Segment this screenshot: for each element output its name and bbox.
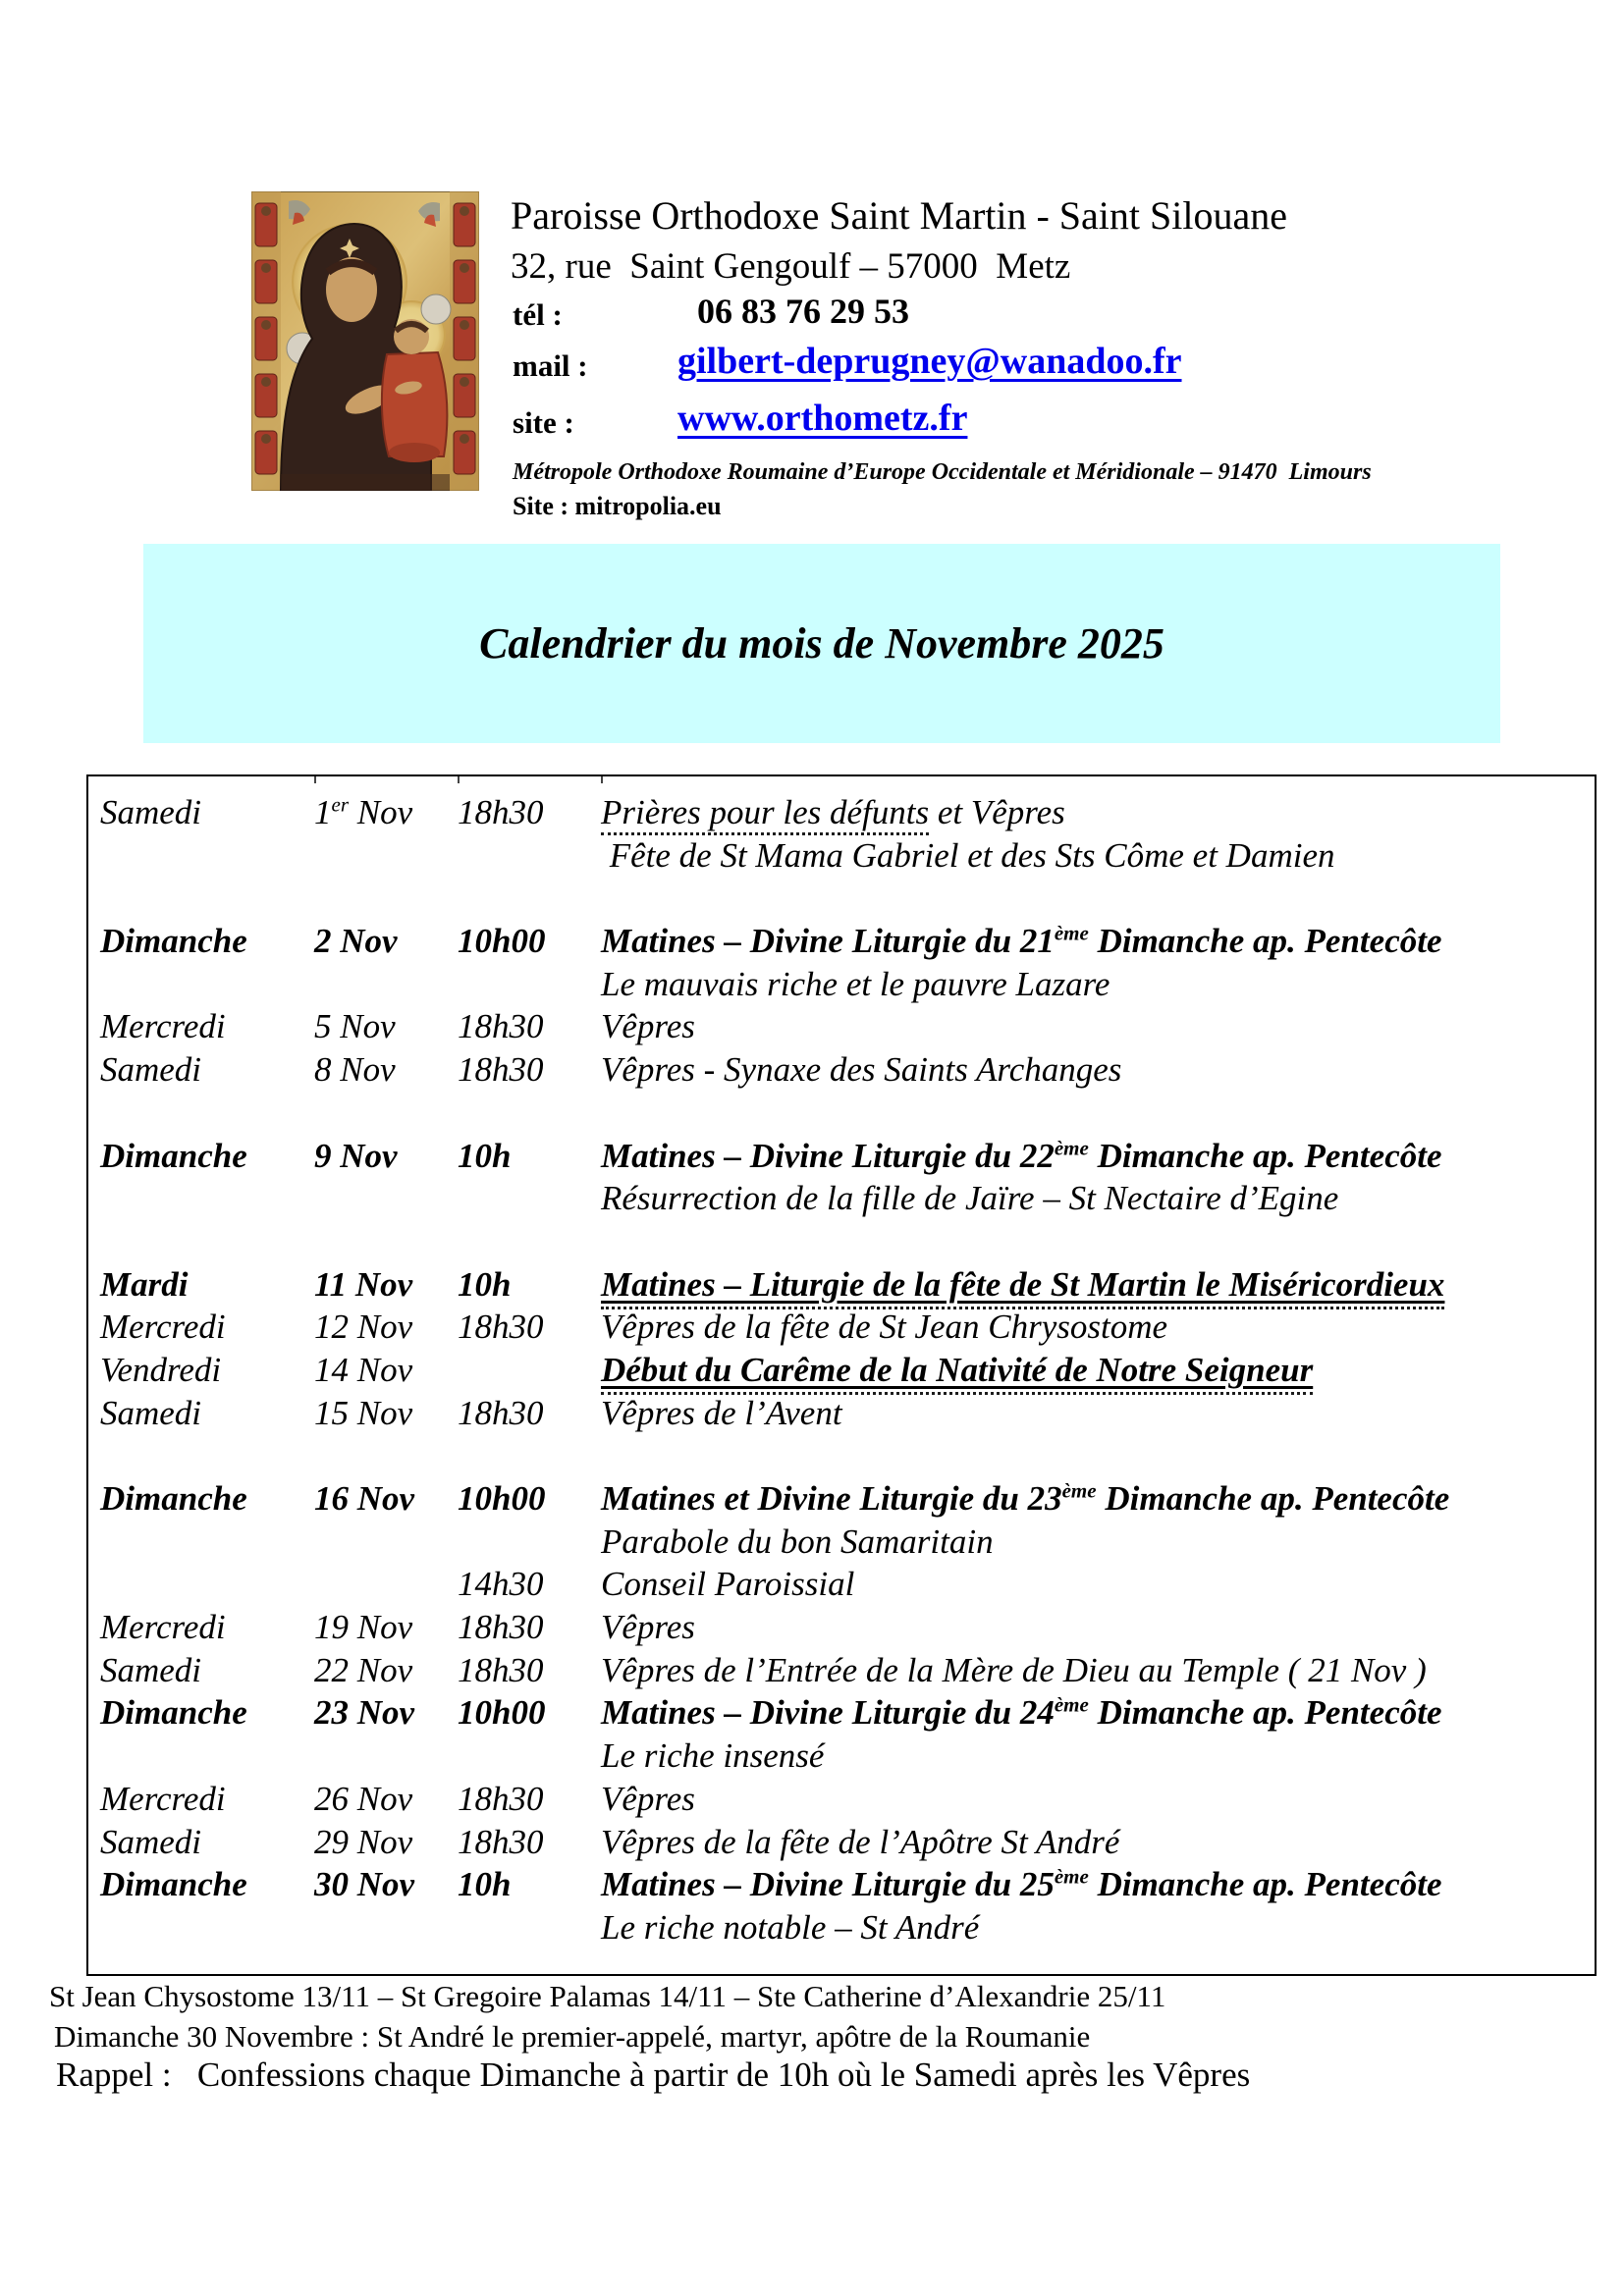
text-segment: Samedi <box>100 1650 202 1689</box>
calendar-cell-day <box>100 1135 314 1178</box>
calendar-cell-desc <box>601 1048 1595 1092</box>
calendar-row <box>100 1521 1595 1564</box>
calendar-cell-time <box>458 1005 601 1048</box>
column-tick <box>601 776 603 783</box>
text-segment: ème <box>1054 1135 1089 1159</box>
phone-label: tél : <box>513 297 563 332</box>
calendar-cell-desc <box>601 1863 1595 1906</box>
text-segment: Mardi <box>100 1264 189 1304</box>
calendar-cell-day <box>100 1177 314 1220</box>
calendar-cell-date <box>314 1606 458 1649</box>
calendar-cell-time <box>458 920 601 963</box>
text-segment: Le riche insensé <box>601 1736 825 1776</box>
calendar-cell-date <box>314 834 458 878</box>
text-segment: Vêpres de la fête de St Jean Chrysostome <box>601 1308 1168 1347</box>
calendar-cell-time <box>458 1306 601 1349</box>
calendar-cell-time <box>458 1863 601 1906</box>
text-segment: 18h30 <box>458 1650 544 1689</box>
text-segment: Dimanche ap. Pentecôte <box>1096 1479 1450 1518</box>
text-segment: Matines – Liturgie de la fête de St Martin le Miséricordieux <box>601 1265 1444 1309</box>
calendar-cell-desc <box>601 1263 1595 1307</box>
calendar-cell-time <box>458 1177 601 1220</box>
calendar-row <box>100 1691 1595 1735</box>
calendar-cell-day <box>100 1735 314 1778</box>
calendar-cell-day <box>100 1606 314 1649</box>
text-segment: Matines – Divine Liturgie du 22 <box>601 1136 1055 1175</box>
text-segment: Dimanche ap. Pentecôte <box>1088 1136 1442 1175</box>
calendar-row <box>100 1263 1595 1307</box>
calendar-cell-time <box>458 1135 601 1178</box>
calendar-row <box>100 1649 1595 1692</box>
calendar-cell-date <box>314 1392 458 1435</box>
text-segment: ème <box>1054 1692 1089 1717</box>
calendar-cell-time <box>458 1691 601 1735</box>
calendar-cell-time <box>458 1778 601 1821</box>
calendar-cell-time <box>458 1735 601 1778</box>
calendar-empty-row <box>100 1092 1595 1135</box>
text-segment: 1 <box>314 793 332 831</box>
calendar-row <box>100 1778 1595 1821</box>
text-segment: 15 Nov <box>314 1393 413 1432</box>
text-segment: 2 Nov <box>314 922 398 961</box>
calendar-cell-date <box>314 1521 458 1564</box>
calendar-row <box>100 1135 1595 1178</box>
text-segment: 12 Nov <box>314 1308 413 1347</box>
calendar-cell-day <box>100 1005 314 1048</box>
calendar-cell-day <box>100 834 314 878</box>
calendar-cell-time <box>458 963 601 1006</box>
text-segment: 29 Nov <box>314 1822 413 1861</box>
calendar-cell-date <box>314 1177 458 1220</box>
text-segment: Matines – Divine Liturgie du 21 <box>601 922 1055 961</box>
text-segment: Vêpres de l’Entrée de la Mère de Dieu au Temple ( 21 Nov ) <box>601 1650 1427 1689</box>
calendar-cell-day <box>100 1349 314 1392</box>
text-segment: 10h <box>458 1865 512 1904</box>
calendar-cell-desc <box>601 1306 1595 1349</box>
site-label: site : <box>513 405 574 440</box>
calendar-table <box>86 774 1597 1976</box>
text-segment: Vêpres - Synaxe des Saints Archanges <box>601 1050 1122 1090</box>
text-segment: Dimanche <box>100 1136 247 1175</box>
text-segment: ème <box>1061 1478 1097 1503</box>
theotokos-icon-image <box>251 191 479 491</box>
text-segment: 10h00 <box>458 1479 546 1518</box>
calendar-cell-day <box>100 1691 314 1735</box>
calendar-cell-time <box>458 1521 601 1564</box>
parish-address: 32, rue Saint Gengoulf – 57000 Metz <box>511 246 1071 287</box>
calendar-cell-time <box>458 1263 601 1307</box>
calendar-cell-desc <box>601 1392 1595 1435</box>
footer-andrew-line: Dimanche 30 Novembre : St André le premier-appelé, martyr, apôtre de la Roumanie <box>54 2019 1091 2054</box>
text-segment: 10h00 <box>458 1693 546 1733</box>
text-segment: ème <box>1054 921 1089 945</box>
calendar-row <box>100 1906 1595 1949</box>
calendar-cell-time <box>458 1477 601 1521</box>
calendar-cell-day <box>100 1563 314 1606</box>
text-segment: Matines et Divine Liturgie du 23 <box>601 1479 1062 1518</box>
text-segment: 18h30 <box>458 1779 544 1818</box>
calendar-empty-row <box>100 877 1595 920</box>
banner-title: Calendrier du mois de Novembre 2025 <box>479 619 1164 667</box>
calendar-cell-desc <box>601 1906 1595 1949</box>
calendar-cell-desc <box>601 791 1595 834</box>
calendar-cell-day <box>100 1649 314 1692</box>
calendar-row <box>100 1392 1595 1435</box>
text-segment: Matines – Divine Liturgie du 24 <box>601 1693 1055 1733</box>
calendar-cell-date <box>314 1778 458 1821</box>
calendar-cell-time <box>458 1392 601 1435</box>
calendar-empty-row <box>100 1220 1595 1263</box>
calendar-cell-time <box>458 1349 601 1392</box>
calendar-cell-date <box>314 1135 458 1178</box>
text-segment: 8 Nov <box>314 1050 396 1090</box>
calendar-cell-day <box>100 1778 314 1821</box>
calendar-row <box>100 1606 1595 1649</box>
calendar-cell-day <box>100 1521 314 1564</box>
text-segment: 30 Nov <box>314 1865 415 1904</box>
text-segment: Début du Carême de la Nativité de Notre Seigneur <box>601 1351 1313 1395</box>
text-segment: 23 Nov <box>314 1693 415 1733</box>
text-segment: 16 Nov <box>314 1479 415 1518</box>
text-segment: Mercredi <box>100 1007 226 1046</box>
calendar-row <box>100 963 1595 1006</box>
text-segment: 18h30 <box>458 1822 544 1861</box>
text-segment: 5 Nov <box>314 1007 396 1046</box>
text-segment: 26 Nov <box>314 1779 413 1818</box>
calendar-row <box>100 791 1595 834</box>
calendar-row <box>100 1863 1595 1906</box>
calendar-cell-time <box>458 1821 601 1864</box>
text-segment: 14 Nov <box>314 1350 413 1389</box>
calendar-row <box>100 1177 1595 1220</box>
calendar-cell-day <box>100 1477 314 1521</box>
text-segment: Vêpres <box>601 1608 695 1647</box>
calendar-cell-date <box>314 920 458 963</box>
calendar-cell-day <box>100 1263 314 1307</box>
calendar-cell-time <box>458 1563 601 1606</box>
calendar-row <box>100 1735 1595 1778</box>
calendar-cell-date <box>314 1048 458 1092</box>
calendar-cell-desc <box>601 1563 1595 1606</box>
text-segment: 18h30 <box>458 1308 544 1347</box>
text-segment: Prières pour les défunts <box>601 793 929 835</box>
calendar-cell-date <box>314 1563 458 1606</box>
text-segment: 10h00 <box>458 922 546 961</box>
calendar-row <box>100 1048 1595 1092</box>
calendar-cell-day <box>100 1821 314 1864</box>
calendar-cell-desc <box>601 1821 1595 1864</box>
text-segment: 9 Nov <box>314 1136 398 1175</box>
text-segment: 19 Nov <box>314 1608 413 1647</box>
text-segment: Matines – Divine Liturgie du 25 <box>601 1865 1055 1904</box>
text-segment: Parabole du bon Samaritain <box>601 1522 994 1561</box>
text-segment: 18h30 <box>458 793 544 831</box>
calendar-cell-date <box>314 1005 458 1048</box>
calendar-cell-day <box>100 791 314 834</box>
calendar-empty-row <box>100 1434 1595 1477</box>
text-segment: Dimanche ap. Pentecôte <box>1088 1693 1442 1733</box>
calendar-cell-desc <box>601 920 1595 963</box>
calendar-cell-date <box>314 1306 458 1349</box>
text-segment: er <box>331 792 349 817</box>
calendar-row <box>100 834 1595 878</box>
calendar-cell-desc <box>601 1735 1595 1778</box>
calendar-cell-day <box>100 1906 314 1949</box>
calendar-cell-date <box>314 1821 458 1864</box>
calendar-cell-date <box>314 1906 458 1949</box>
metropole-line: Métropole Orthodoxe Roumaine d’Europe Occidentale et Méridionale – 91470 Limours <box>513 459 1372 485</box>
calendar-cell-date <box>314 1735 458 1778</box>
calendar-cell-desc <box>601 1691 1595 1735</box>
calendar-cell-day <box>100 1306 314 1349</box>
text-segment: Dimanche <box>100 1693 247 1733</box>
text-segment: Vêpres <box>601 1779 695 1818</box>
text-segment: Samedi <box>100 793 202 831</box>
calendar-table-body <box>100 791 1595 1949</box>
text-segment: Dimanche <box>100 1479 247 1518</box>
calendar-cell-date <box>314 1349 458 1392</box>
calendar-cell-time <box>458 791 601 834</box>
mail-label: mail : <box>513 348 588 383</box>
calendar-cell-date <box>314 791 458 834</box>
text-segment: Nov <box>349 793 413 831</box>
text-segment: Le riche notable – St André <box>601 1907 980 1947</box>
footer-reminder-line: Rappel : Confessions chaque Dimanche à partir de 10h où le Samedi après les Vêpres <box>56 2056 1251 2094</box>
calendar-cell-date <box>314 1477 458 1521</box>
text-segment: Mercredi <box>100 1779 226 1818</box>
calendar-cell-date <box>314 1691 458 1735</box>
text-segment: Samedi <box>100 1393 202 1432</box>
calendar-cell-desc <box>601 1521 1595 1564</box>
calendar-cell-desc <box>601 1778 1595 1821</box>
calendar-cell-desc <box>601 1477 1595 1521</box>
text-segment: Le mauvais riche et le pauvre Lazare <box>601 964 1110 1003</box>
text-segment: Vêpres de la fête de l’Apôtre St André <box>601 1822 1120 1861</box>
calendar-cell-day <box>100 1863 314 1906</box>
calendar-row <box>100 1005 1595 1048</box>
text-segment: Vendredi <box>100 1350 222 1389</box>
calendar-cell-desc <box>601 1005 1595 1048</box>
calendar-cell-desc <box>601 1177 1595 1220</box>
calendar-row <box>100 1349 1595 1392</box>
calendar-cell-time <box>458 1048 601 1092</box>
text-segment: 18h30 <box>458 1050 544 1090</box>
calendar-cell-date <box>314 1649 458 1692</box>
calendar-cell-time <box>458 834 601 878</box>
theotokos-with-child-icon <box>251 191 479 491</box>
text-segment: ème <box>1054 1864 1089 1889</box>
column-tick <box>458 776 460 783</box>
calendar-cell-desc <box>601 834 1595 878</box>
calendar-cell-time <box>458 1906 601 1949</box>
text-segment: 18h30 <box>458 1608 544 1647</box>
month-banner <box>143 544 1500 743</box>
text-segment: Dimanche <box>100 1865 247 1904</box>
text-segment: 18h30 <box>458 1393 544 1432</box>
phone-value: 06 83 76 29 53 <box>697 292 909 331</box>
calendar-cell-time <box>458 1606 601 1649</box>
text-segment: Samedi <box>100 1822 202 1861</box>
text-segment: 11 Nov <box>314 1264 413 1304</box>
text-segment: Vêpres <box>601 1007 695 1046</box>
text-segment: 14h30 <box>458 1565 544 1604</box>
calendar-cell-desc <box>601 963 1595 1006</box>
column-tick <box>314 776 316 783</box>
calendar-cell-desc <box>601 1135 1595 1178</box>
site-link[interactable]: www.orthometz.fr <box>677 398 968 439</box>
calendar-cell-desc <box>601 1606 1595 1649</box>
calendar-cell-day <box>100 1392 314 1435</box>
text-segment: Dimanche ap. Pentecôte <box>1088 1865 1442 1904</box>
calendar-cell-time <box>458 1649 601 1692</box>
calendar-cell-day <box>100 920 314 963</box>
text-segment: Mercredi <box>100 1608 226 1647</box>
calendar-cell-desc <box>601 1649 1595 1692</box>
text-segment: Fête de St Mama Gabriel et des Sts Côme et Damien <box>601 835 1335 875</box>
text-segment: et Vêpres <box>929 793 1065 831</box>
footer-saints-line: St Jean Chysostome 13/11 – St Gregoire Palamas 14/11 – Ste Catherine d’Alexandrie 25/11 <box>49 1979 1166 2013</box>
text-segment: Mercredi <box>100 1308 226 1347</box>
text-segment: Conseil Paroissial <box>601 1565 855 1604</box>
metropole-site-line: Site : mitropolia.eu <box>513 492 722 520</box>
text-segment: Dimanche <box>100 922 247 961</box>
parish-title: Paroisse Orthodoxe Saint Martin - Saint Silouane <box>511 193 1288 238</box>
text-segment: 10h <box>458 1264 512 1304</box>
calendar-row <box>100 920 1595 963</box>
text-segment: Résurrection de la fille de Jaïre – St Nectaire d’Egine <box>601 1179 1339 1218</box>
calendar-row <box>100 1563 1595 1606</box>
calendar-cell-desc <box>601 1349 1595 1392</box>
calendar-cell-date <box>314 1263 458 1307</box>
calendar-cell-day <box>100 963 314 1006</box>
text-segment: Dimanche ap. Pentecôte <box>1088 922 1442 961</box>
mail-link[interactable]: gilbert-deprugney@wanadoo.fr <box>677 341 1182 382</box>
calendar-row <box>100 1477 1595 1521</box>
text-segment: 10h <box>458 1136 512 1175</box>
text-segment: Vêpres de l’Avent <box>601 1393 842 1432</box>
calendar-cell-day <box>100 1048 314 1092</box>
text-segment: 18h30 <box>458 1007 544 1046</box>
calendar-row <box>100 1821 1595 1864</box>
calendar-cell-date <box>314 963 458 1006</box>
calendar-row <box>100 1306 1595 1349</box>
text-segment: Samedi <box>100 1050 202 1090</box>
calendar-cell-date <box>314 1863 458 1906</box>
text-segment: 22 Nov <box>314 1650 413 1689</box>
